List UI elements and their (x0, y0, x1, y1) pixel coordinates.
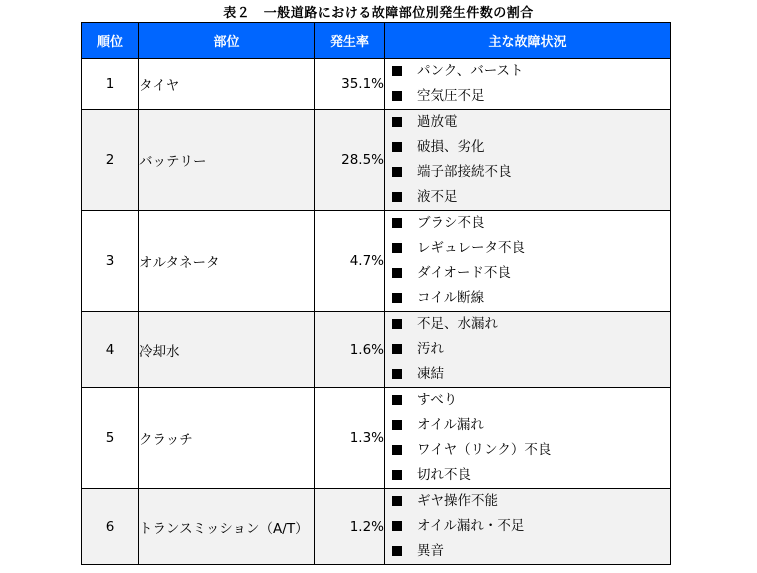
table-row (82, 59, 671, 110)
cause-item (385, 413, 670, 438)
cause-text: 液不足 (417, 189, 458, 205)
cause-text: オイル漏れ (417, 417, 484, 433)
cause-item (385, 463, 670, 488)
cause-item (385, 362, 670, 387)
cause-text: すべり (417, 392, 458, 408)
cause-text: オイル漏れ・不足 (417, 518, 525, 534)
cause-item (385, 514, 670, 539)
cause-item (385, 312, 670, 337)
rate-cell: 35.1% (315, 59, 385, 110)
header-causes: 主な故障状況 (385, 23, 671, 59)
square-bullet-icon (392, 369, 402, 379)
square-bullet-icon (392, 344, 402, 354)
causes-cell (385, 211, 671, 312)
square-bullet-icon (392, 293, 402, 303)
cause-item (385, 135, 670, 160)
header-rate: 発生率 (315, 23, 385, 59)
part-cell: オルタネータ (139, 211, 315, 312)
cause-text: レギュレータ不良 (417, 240, 525, 256)
square-bullet-icon (392, 268, 402, 278)
rate-cell: 1.6% (315, 312, 385, 388)
cause-text: 破損、劣化 (417, 139, 485, 155)
cause-text: 凍結 (417, 366, 444, 382)
cause-text: ギヤ操作不能 (417, 493, 498, 509)
table-title: 表２ 一般道路における故障部位別発生件数の割合 (223, 6, 534, 21)
cause-item (385, 160, 670, 185)
square-bullet-icon (392, 243, 402, 253)
table-row (82, 110, 671, 211)
table-row (82, 489, 671, 565)
causes-cell (385, 110, 671, 211)
cause-text: 異音 (417, 543, 444, 559)
cause-text: ワイヤ（リンク）不良 (417, 442, 552, 458)
square-bullet-icon (392, 420, 402, 430)
square-bullet-icon (392, 167, 402, 177)
cause-item (385, 539, 670, 564)
rank-cell: 2 (82, 110, 139, 211)
rank-cell: 6 (82, 489, 139, 565)
table-row (82, 312, 671, 388)
header-part: 部位 (139, 23, 315, 59)
cause-text: ブラシ不良 (417, 215, 485, 231)
square-bullet-icon (392, 66, 402, 76)
cause-text: 端子部接続不良 (417, 164, 512, 180)
part-cell: 冷却水 (139, 312, 315, 388)
square-bullet-icon (392, 142, 402, 152)
cause-item (385, 59, 670, 84)
cause-item (385, 388, 670, 413)
square-bullet-icon (392, 91, 402, 101)
cause-text: パンク、バースト (417, 63, 524, 79)
cause-text: 過放電 (417, 114, 458, 130)
square-bullet-icon (392, 496, 402, 506)
rank-cell: 1 (82, 59, 139, 110)
part-cell: クラッチ (139, 388, 315, 489)
square-bullet-icon (392, 470, 402, 480)
square-bullet-icon (392, 218, 402, 228)
cause-item (385, 236, 670, 261)
rank-cell: 4 (82, 312, 139, 388)
cause-item (385, 84, 670, 109)
square-bullet-icon (392, 445, 402, 455)
table-header-row (82, 23, 671, 59)
square-bullet-icon (392, 546, 402, 556)
cause-text: 空気圧不足 (417, 88, 485, 104)
square-bullet-icon (392, 521, 402, 531)
cause-text: 汚れ (417, 341, 444, 357)
cause-item (385, 185, 670, 210)
cause-item (385, 438, 670, 463)
cause-text: ダイオード不良 (417, 265, 511, 281)
causes-cell (385, 312, 671, 388)
cause-text: コイル断線 (417, 290, 485, 306)
square-bullet-icon (392, 319, 402, 329)
header-rank: 順位 (82, 23, 139, 59)
causes-cell (385, 489, 671, 565)
cause-item (385, 261, 670, 286)
cause-text: 切れ不良 (417, 467, 471, 483)
table-row (82, 388, 671, 489)
cause-item (385, 337, 670, 362)
rate-cell: 1.3% (315, 388, 385, 489)
rate-cell: 4.7% (315, 211, 385, 312)
square-bullet-icon (392, 117, 402, 127)
cause-item (385, 286, 670, 311)
rank-cell: 3 (82, 211, 139, 312)
table-row (82, 211, 671, 312)
square-bullet-icon (392, 192, 402, 202)
part-cell: バッテリー (139, 110, 315, 211)
part-cell: トランスミッション（A/T） (139, 489, 315, 565)
cause-text: 不足、水漏れ (417, 316, 498, 332)
rate-cell: 28.5% (315, 110, 385, 211)
rate-cell: 1.2% (315, 489, 385, 565)
table-body (82, 59, 671, 565)
cause-item (385, 211, 670, 236)
cause-item (385, 110, 670, 135)
failure-table (81, 22, 671, 565)
causes-cell (385, 59, 671, 110)
part-cell: タイヤ (139, 59, 315, 110)
rank-cell: 5 (82, 388, 139, 489)
causes-cell (385, 388, 671, 489)
cause-item (385, 489, 670, 514)
square-bullet-icon (392, 395, 402, 405)
